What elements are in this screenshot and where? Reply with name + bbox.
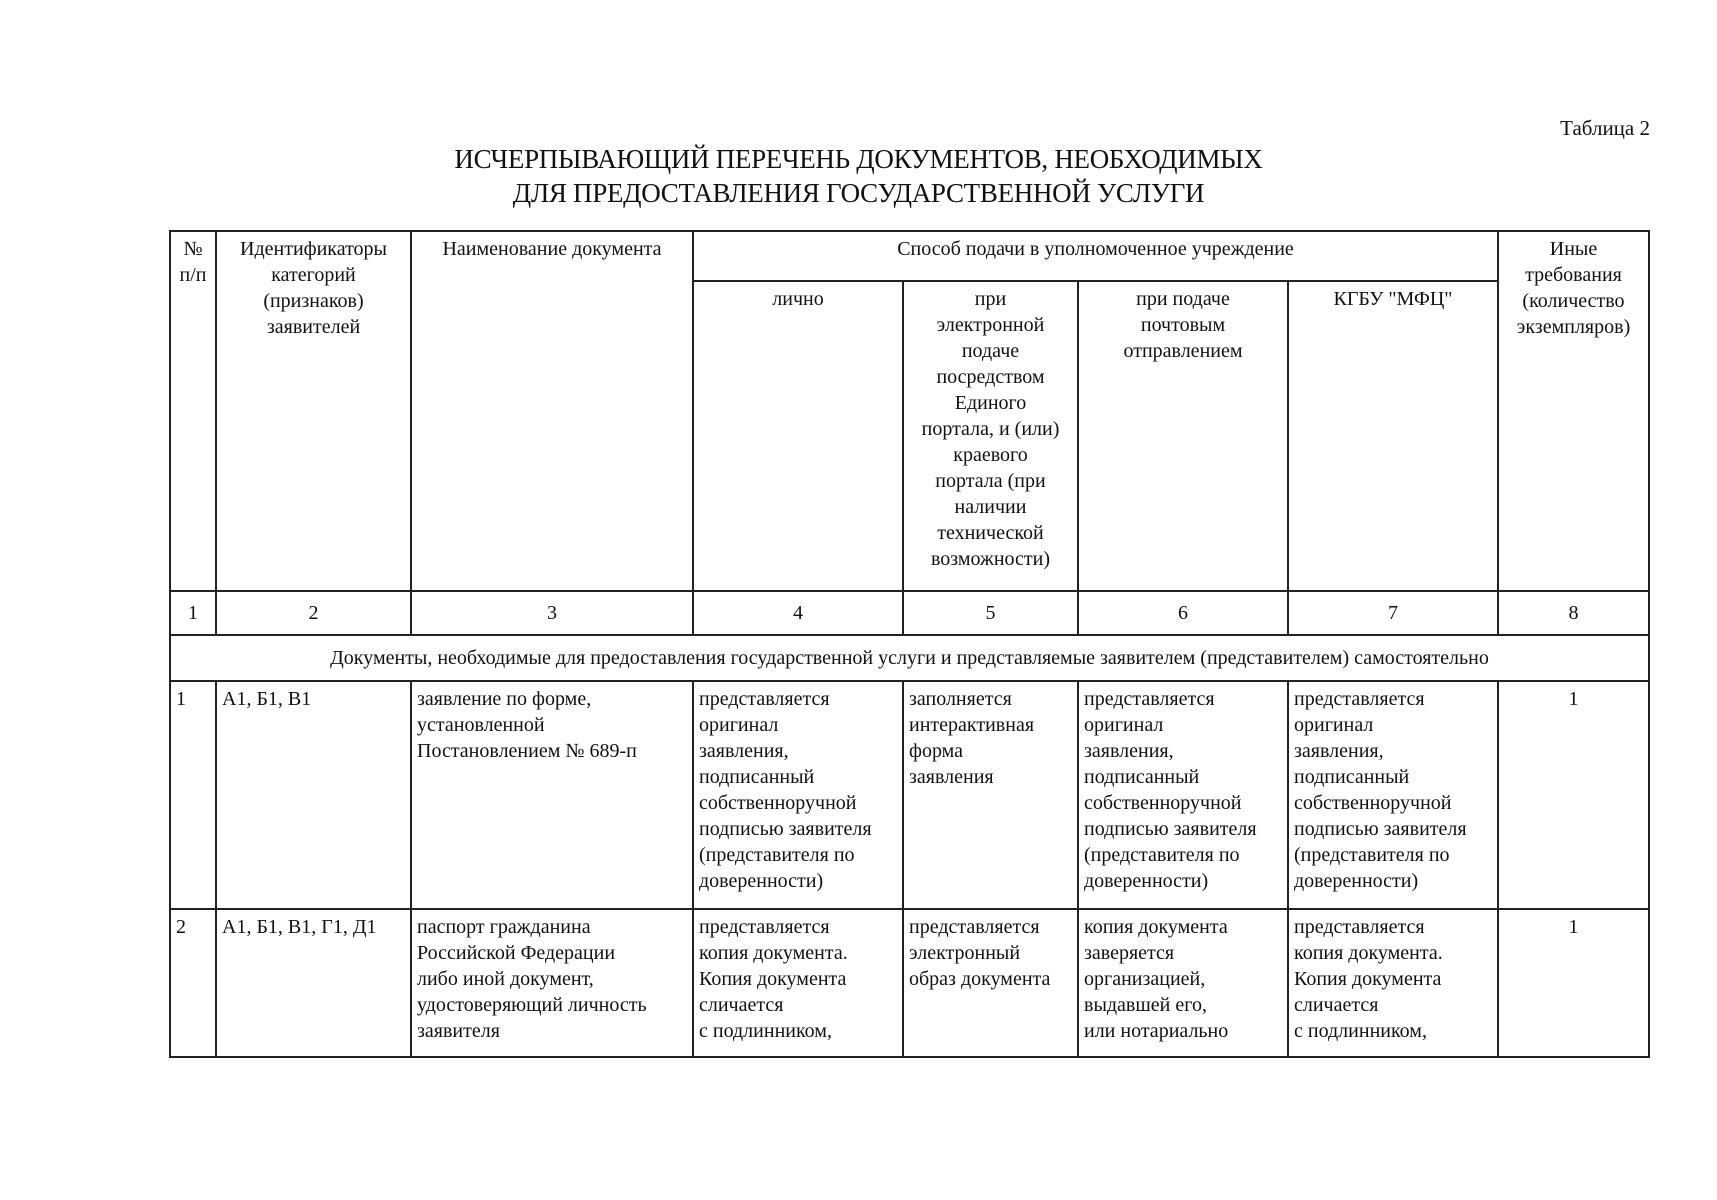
row-applicant-ids: А1, Б1, В1 xyxy=(216,681,411,909)
header-personally: лично xyxy=(693,281,903,591)
header-document-name: Наименование документа xyxy=(411,231,693,591)
row-personally: представляется копия документа. Копия документа сличается с подлинником, xyxy=(693,909,903,1057)
section-row xyxy=(170,635,1649,681)
row-copies: 1 xyxy=(1498,909,1649,1057)
document-title xyxy=(0,142,1717,210)
header-row xyxy=(170,231,1649,281)
column-number: 6 xyxy=(1078,591,1288,635)
header-postal: при подаче почтовым отправлением xyxy=(1078,281,1288,591)
row-personally: представляется оригинал заявления, подписанный собственноручной подписью заявителя (представителя по доверенности) xyxy=(693,681,903,909)
row-number: 1 xyxy=(170,681,216,909)
column-number: 5 xyxy=(903,591,1078,635)
header-submission-method: Способ подачи в уполномоченное учреждение xyxy=(693,231,1498,281)
document-title-line-1: ИСЧЕРПЫВАЮЩИЙ ПЕРЕЧЕНЬ ДОКУМЕНТОВ, НЕОБХОДИМЫХ xyxy=(454,144,1263,174)
row-mfc: представляется оригинал заявления, подписанный собственноручной подписью заявителя (представителя по доверенности) xyxy=(1288,681,1498,909)
header-electronic: при электронной подаче посредством Единого портала, и (или) краевого портала (при наличии технической возможности) xyxy=(903,281,1078,591)
row-mfc: представляется копия документа. Копия документа сличается с подлинником, xyxy=(1288,909,1498,1057)
header-applicant-ids: Идентификаторы категорий (признаков) заявителей xyxy=(216,231,411,591)
row-number: 2 xyxy=(170,909,216,1057)
header-mfc: КГБУ "МФЦ" xyxy=(1288,281,1498,591)
row-electronic: заполняется интерактивная форма заявления xyxy=(903,681,1078,909)
column-number: 2 xyxy=(216,591,411,635)
header-number: № п/п xyxy=(170,231,216,591)
column-numbers-row xyxy=(170,591,1649,635)
row-postal: представляется оригинал заявления, подписанный собственноручной подписью заявителя (представителя по доверенности) xyxy=(1078,681,1288,909)
section-title: Документы, необходимые для предоставления государственной услуги и представляемые заявителем (представителем) самостоятельно xyxy=(170,635,1649,681)
column-number: 3 xyxy=(411,591,693,635)
header-other-requirements: Иные требования (количество экземпляров) xyxy=(1498,231,1649,591)
row-document-name: заявление по форме, установленной Постановлением № 689-п xyxy=(411,681,693,909)
row-document-name: паспорт гражданина Российской Федерации либо иной документ, удостоверяющий личность заявителя xyxy=(411,909,693,1057)
table-row xyxy=(170,681,1649,909)
row-applicant-ids: А1, Б1, В1, Г1, Д1 xyxy=(216,909,411,1057)
column-number: 1 xyxy=(170,591,216,635)
documents-table xyxy=(169,230,1650,1058)
row-copies: 1 xyxy=(1498,681,1649,909)
row-electronic: представляется электронный образ документа xyxy=(903,909,1078,1057)
column-number: 4 xyxy=(693,591,903,635)
table-row xyxy=(170,909,1649,1057)
document-title-line-2: ДЛЯ ПРЕДОСТАВЛЕНИЯ ГОСУДАРСТВЕННОЙ УСЛУГИ xyxy=(512,178,1205,208)
column-number: 8 xyxy=(1498,591,1649,635)
table-caption: Таблица 2 xyxy=(1560,116,1650,140)
column-number: 7 xyxy=(1288,591,1498,635)
row-postal: копия документа заверяется организацией, выдавшей его, или нотариально xyxy=(1078,909,1288,1057)
